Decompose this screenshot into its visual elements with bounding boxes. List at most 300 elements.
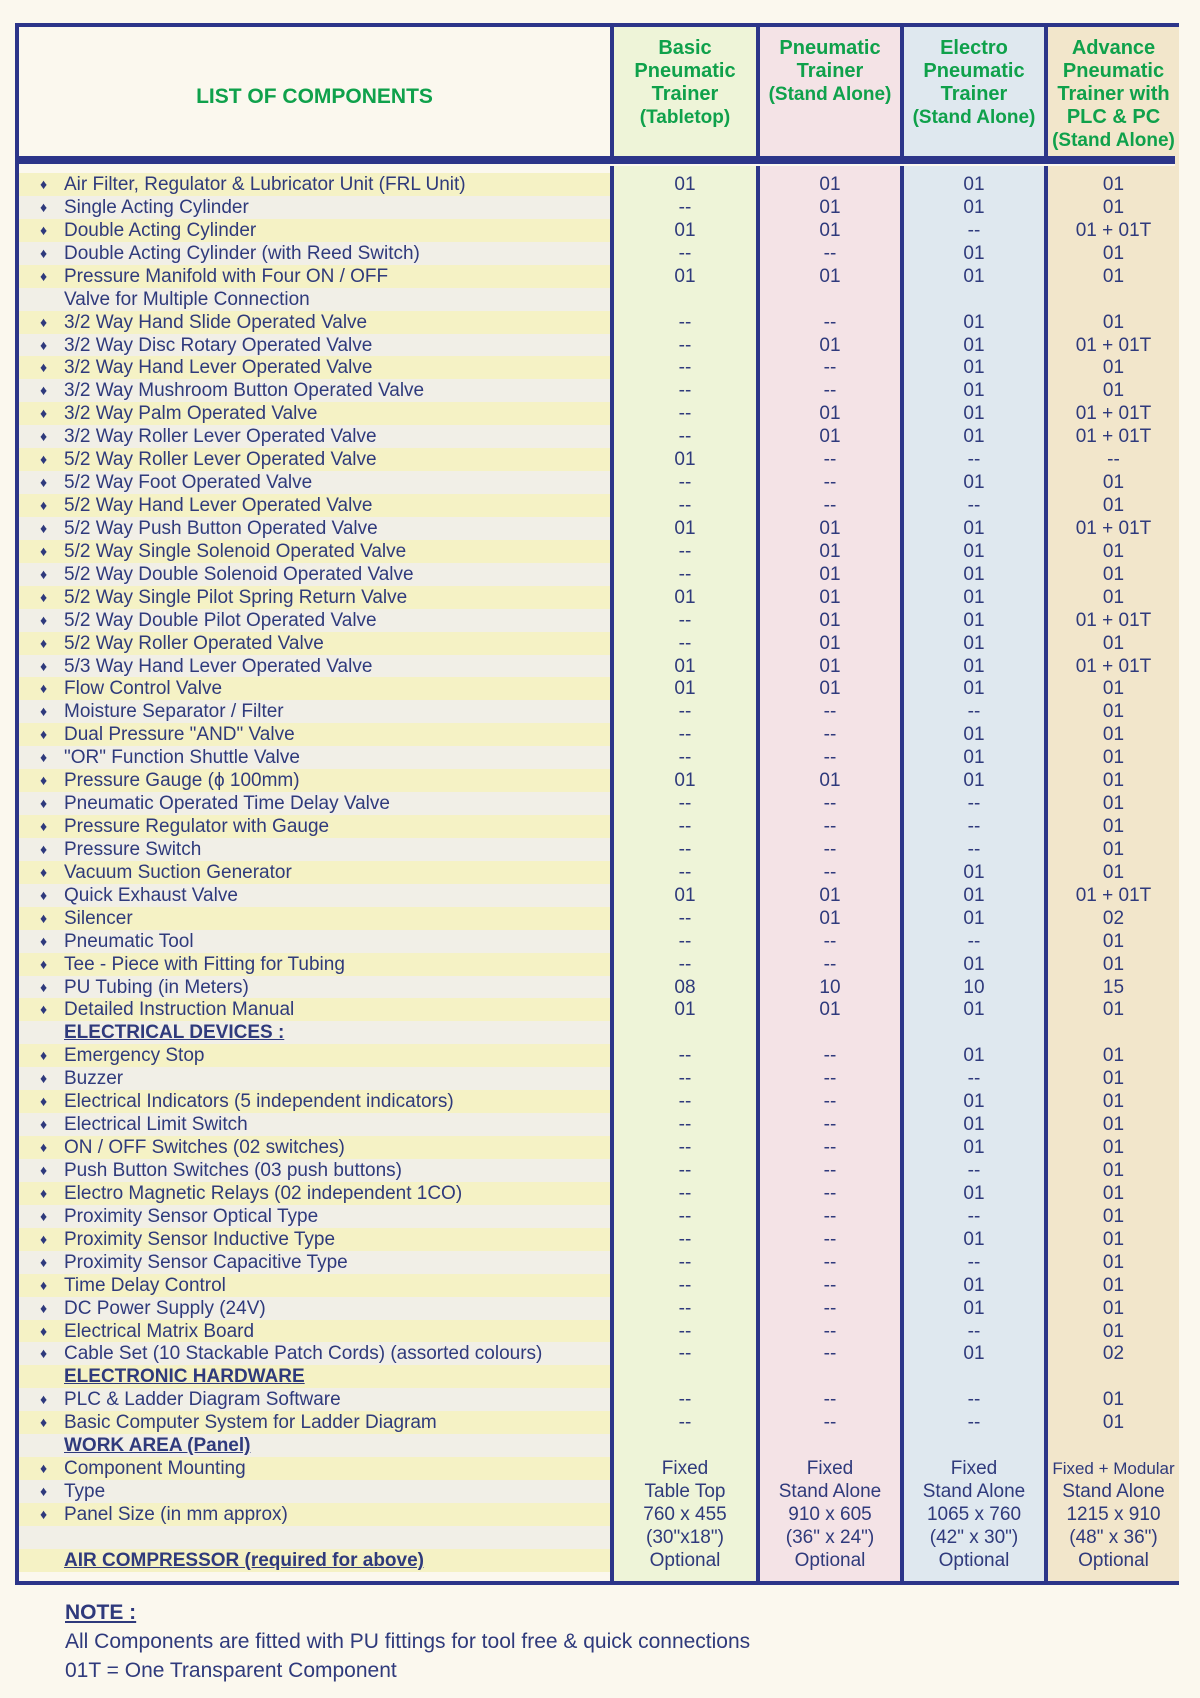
table-row [19,861,1175,884]
component-name: 5/2 Way Roller Operated Valve [64,632,324,654]
bullet-icon: ♦ [40,1391,48,1408]
quantity-cell: -- [823,816,837,838]
quantity-cell: 01 [1102,1251,1125,1273]
bullet-icon: ♦ [40,1139,48,1156]
quantity-cell: 02 [1102,1343,1125,1365]
quantity-cell: -- [678,357,692,379]
quantity-cell: 01 [963,472,985,494]
quantity-cell: -- [678,1297,692,1319]
component-name: 3/2 Way Hand Lever Operated Valve [64,357,373,379]
quantity-cell: -- [678,1205,692,1227]
component-name: Electrical Limit Switch [64,1114,248,1136]
bullet-icon: ♦ [40,1299,48,1316]
quantity-cell: 01 [819,609,841,631]
quantity-cell: 01 [1102,678,1125,700]
quantity-cell: -- [967,219,981,241]
component-name: Basic Computer System for Ladder Diagram [64,1412,437,1434]
quantity-cell: 01 [963,563,985,585]
bullet-icon: ♦ [40,1345,48,1362]
quantity-cell: 15 [1102,976,1125,998]
quantity-cell: 01 [1102,1228,1125,1250]
quantity-cell: 01 [819,770,841,792]
header-line: Pneumatic [923,60,1025,82]
table-row [19,311,1175,334]
quantity-cell: 01 [1102,174,1125,195]
bullet-icon: ♦ [40,634,48,651]
quantity-cell: -- [967,930,981,952]
quantity-cell: 01 [963,632,985,654]
component-name: Detailed Instruction Manual [64,999,295,1021]
quantity-cell: -- [823,724,837,746]
section-title: ELECTRONIC HARDWARE [64,1366,305,1388]
quantity-cell: 01 [819,540,841,562]
quantity-cell: -- [678,1091,692,1113]
table-row [19,1228,1175,1251]
quantity-cell: 01 [819,884,841,906]
bullet-icon: ♦ [40,840,48,857]
quantity-cell: 01 [1102,586,1125,608]
quantity-cell: 01 [1102,1320,1125,1342]
bullet-icon: ♦ [40,1460,48,1477]
table-row [19,907,1175,930]
table-row [19,815,1175,838]
quantity-cell: -- [678,495,692,517]
quantity-cell: 01 [963,770,985,792]
quantity-cell: -- [823,1159,837,1181]
quantity-cell: Stand Alone [922,1481,1026,1502]
header-line: Trainer [651,83,719,105]
quantity-cell: -- [678,1114,692,1136]
header-advance-pneumatic [1048,37,1179,155]
header-line: Electro [940,37,1008,59]
component-name: 3/2 Way Hand Slide Operated Valve [64,311,368,333]
quantity-cell: -- [823,311,837,333]
quantity-cell: 01 [963,907,985,929]
bullet-icon: ♦ [40,1047,48,1064]
quantity-cell: -- [823,1251,837,1273]
quantity-cell: -- [678,472,692,494]
component-name: Double Acting Cylinder (with Reed Switch) [64,242,420,264]
quantity-cell: -- [823,1091,837,1113]
component-name: Air Filter, Regulator & Lubricator Unit (FRL Unit) [64,174,466,195]
quantity-cell: 01 [963,540,985,562]
quantity-cell: 01 [819,678,841,700]
quantity-cell: 01 [674,586,696,608]
bullet-icon: ♦ [40,313,48,330]
bullet-icon: ♦ [40,405,48,422]
header-line: (Stand Alone) [1052,130,1175,151]
component-name: Flow Control Valve [64,678,223,700]
quantity-cell: -- [823,1389,837,1411]
component-name: Proximity Sensor Inductive Type [64,1228,336,1250]
component-name: Moisture Separator / Filter [64,701,284,723]
table-row [19,356,1175,379]
component-name: Vacuum Suction Generator [64,861,292,883]
quantity-cell: 01 [1102,265,1125,287]
quantity-cell: -- [678,1228,692,1250]
quantity-cell: 01 [674,265,696,287]
table-row [19,517,1175,540]
quantity-cell: 01 [963,1091,985,1113]
table-row [19,1090,1175,1113]
quantity-cell: (30"x18") [646,1526,724,1548]
quantity-cell: 01 [963,196,985,218]
quantity-cell: 02 [1102,907,1125,929]
quantity-cell: -- [967,701,981,723]
quantity-cell: 01 [963,1182,985,1204]
quantity-cell: 01 [674,655,696,677]
quantity-cell: -- [678,540,692,562]
table-row [19,1067,1175,1090]
section-row [19,1434,1175,1457]
header-line: (Stand Alone) [768,84,892,105]
quantity-cell: -- [967,1251,981,1273]
table-row [19,540,1175,563]
quantity-cell: 01 [1102,816,1125,838]
header-basic-pneumatic [614,37,756,155]
header-line: Advance [1071,37,1156,59]
quantity-cell: 01 [819,632,841,654]
quantity-cell: Fixed + Modular [1052,1459,1175,1479]
quantity-cell: 01 + 01T [1075,403,1152,425]
header-electro-pneumatic [904,37,1044,155]
quantity-cell: 01 [963,1274,985,1296]
table-row [19,1159,1175,1182]
quantity-cell: 01 [1102,242,1125,264]
table-row [19,563,1175,586]
header-line: Trainer with [1057,83,1170,105]
table-row [19,219,1175,242]
note-section [65,1598,750,1685]
quantity-cell: 01 [963,609,985,631]
quantity-cell: 01 [1102,747,1125,769]
quantity-cell: 01 [1102,495,1125,517]
table-row [19,425,1175,448]
quantity-cell: 01 [819,334,841,356]
quantity-cell: -- [678,724,692,746]
bullet-icon: ♦ [40,932,48,949]
bullet-icon: ♦ [40,795,48,812]
quantity-cell: 01 [1102,1389,1125,1411]
component-name: Pneumatic Operated Time Delay Valve [64,793,390,815]
bullet-icon: ♦ [40,267,48,284]
quantity-cell: 1215 x 910 [1066,1503,1161,1525]
table-row [19,700,1175,723]
quantity-cell: (42" x 30") [929,1526,1019,1548]
quantity-cell: 01 [674,770,696,792]
component-name: Pressure Manifold with Four ON / OFF [64,265,389,287]
quantity-cell: 01 [674,678,696,700]
component-name: Proximity Sensor Capacitive Type [64,1251,348,1273]
component-name: Electrical Matrix Board [64,1320,255,1342]
quantity-cell: -- [678,793,692,815]
component-name: Proximity Sensor Optical Type [64,1205,319,1227]
header-line: Pneumatic [779,37,881,59]
quantity-cell: 01 [1102,1412,1125,1434]
table-row [19,1182,1175,1205]
quantity-cell: -- [678,816,692,838]
bullet-icon: ♦ [40,772,48,789]
note-line-2: 01T = One Transparent Component [65,1659,397,1682]
quantity-cell: -- [823,495,837,517]
table-row [19,769,1175,792]
component-name: Type [64,1481,106,1502]
bullet-icon: ♦ [40,588,48,605]
quantity-cell: 01 [1102,632,1125,654]
note-line-1: All Components are fitted with PU fittings for tool free & quick connections [65,1630,751,1653]
table-row [19,586,1175,609]
table-row [19,471,1175,494]
table-row [19,1136,1175,1159]
quantity-cell: 01 [1102,930,1125,952]
component-name: "OR" Function Shuttle Valve [64,747,300,769]
quantity-cell: 01 [1102,1045,1125,1067]
quantity-cell: -- [823,1320,837,1342]
quantity-cell: -- [823,953,837,975]
quantity-cell: 01 [1102,1297,1125,1319]
quantity-cell: 01 [1102,472,1125,494]
component-name: Valve for Multiple Connection [64,288,310,310]
quantity-cell: -- [823,242,837,264]
table-row [19,677,1175,700]
quantity-cell: -- [678,403,692,425]
table-row [19,288,1175,311]
quantity-cell: -- [678,1182,692,1204]
table-row [19,196,1175,219]
quantity-cell: 01 [963,1114,985,1136]
quantity-cell: 01 + 01T [1075,517,1152,539]
quantity-cell: 01 + 01T [1075,334,1152,356]
component-name: 5/2 Way Hand Lever Operated Valve [64,495,373,517]
bullet-icon: ♦ [40,1414,48,1431]
quantity-cell: 01 [819,196,841,218]
bullet-icon: ♦ [40,359,48,376]
bullet-icon: ♦ [40,1116,48,1133]
bullet-icon: ♦ [40,1184,48,1201]
quantity-cell: 01 [1102,701,1125,723]
quantity-cell: 01 [1102,1091,1125,1113]
quantity-cell: 01 [963,242,985,264]
table-row [19,1251,1175,1274]
quantity-cell: 01 [963,747,985,769]
quantity-cell: -- [823,1228,837,1250]
quantity-cell: 01 [963,311,985,333]
quantity-cell: 10 [819,976,841,998]
quantity-cell: -- [823,1274,837,1296]
quantity-cell: 01 [963,403,985,425]
quantity-cell: -- [678,747,692,769]
table-row [19,1526,1175,1549]
quantity-cell: -- [967,1159,981,1181]
component-name: Quick Exhaust Valve [64,884,238,906]
quantity-cell: 01 + 01T [1075,609,1152,631]
quantity-cell: 01 [963,884,985,906]
quantity-cell: -- [678,196,692,218]
bullet-icon: ♦ [40,749,48,766]
component-name: Dual Pressure "AND" Valve [64,724,295,746]
component-name: Component Mounting [64,1458,246,1480]
bullet-icon: ♦ [40,565,48,582]
quantity-cell: Table Top [644,1481,726,1502]
quantity-cell: 01 [674,884,696,906]
bullet-icon: ♦ [40,1505,48,1522]
quantity-cell: -- [678,311,692,333]
component-name: PLC & Ladder Diagram Software [64,1389,341,1411]
quantity-cell: -- [823,1045,837,1067]
quantity-cell: -- [823,747,837,769]
quantity-cell: 01 [963,174,985,195]
quantity-cell: -- [678,1343,692,1365]
quantity-cell: 01 [963,724,985,746]
quantity-cell: 01 [674,219,696,241]
quantity-cell: -- [678,1389,692,1411]
quantity-cell: -- [678,563,692,585]
quantity-cell: -- [678,1251,692,1273]
quantity-cell: -- [823,1297,837,1319]
quantity-cell: -- [678,1068,692,1090]
quantity-cell: -- [823,1343,837,1365]
quantity-cell: 01 [819,174,841,195]
quantity-cell: 01 [674,449,696,471]
quantity-cell: 01 [819,403,841,425]
quantity-cell: -- [823,1114,837,1136]
component-name: Pressure Switch [64,838,202,860]
header-list-of-components [19,37,610,155]
quantity-cell: 01 [1102,1114,1125,1136]
header-line: (Tabletop) [639,107,731,128]
component-name: 5/3 Way Hand Lever Operated Valve [64,655,373,677]
quantity-cell: -- [678,1137,692,1159]
table-row [19,655,1175,678]
table-row [19,242,1175,265]
quantity-cell: 01 [819,517,841,539]
quantity-cell: 01 [963,1045,985,1067]
component-name: Double Acting Cylinder [64,219,257,241]
component-name: 5/2 Way Double Pilot Operated Valve [64,609,377,631]
quantity-cell: -- [967,495,981,517]
quantity-cell: 01 [963,1297,985,1319]
header-line: Trainer [796,60,864,82]
bullet-icon: ♦ [40,818,48,835]
quantity-cell: -- [967,1205,981,1227]
quantity-cell: -- [823,838,837,860]
quantity-cell: -- [967,1320,981,1342]
bullet-icon: ♦ [40,1322,48,1339]
quantity-cell: 01 [819,265,841,287]
component-name: Emergency Stop [64,1045,205,1067]
bullet-icon: ♦ [40,680,48,697]
quantity-cell: -- [1107,449,1120,471]
component-name: Electro Magnetic Relays (02 independent 1CO) [64,1182,463,1204]
quantity-cell: 01 [1102,1068,1125,1090]
quantity-cell: 01 [1102,357,1125,379]
bullet-icon: ♦ [40,244,48,261]
component-name: Panel Size (in mm approx) [64,1503,288,1525]
quantity-cell: -- [823,1182,837,1204]
quantity-cell: -- [678,609,692,631]
component-name: Electrical Indicators (5 independent indicators) [64,1091,454,1113]
header-line: PLC & PC [1066,106,1161,128]
table-row [19,723,1175,746]
section-row [19,1549,1175,1572]
table-row [19,884,1175,907]
table-row [19,265,1175,288]
header-divider [19,156,1175,166]
quantity-cell: 01 [1102,838,1125,860]
table-row [19,746,1175,769]
quantity-cell: 01 [963,1228,985,1250]
quantity-cell: Optional [1078,1549,1149,1571]
bullet-icon: ♦ [40,198,48,215]
quantity-cell: 01 [963,1343,985,1365]
bullet-icon: ♦ [40,221,48,238]
quantity-cell: -- [678,426,692,448]
table-row [19,1503,1175,1526]
table-row [19,1297,1175,1320]
quantity-cell: 1065 x 760 [926,1503,1022,1525]
component-name: Time Delay Control [64,1274,226,1296]
quantity-cell: Fixed [950,1458,998,1480]
quantity-cell: 01 [1102,861,1125,883]
table-row [19,494,1175,517]
bullet-icon: ♦ [40,657,48,674]
quantity-cell: 01 [1102,196,1125,218]
component-name: Push Button Switches (03 push buttons) [64,1159,402,1181]
component-name: 3/2 Way Palm Operated Valve [64,403,318,425]
quantity-cell: -- [823,380,837,402]
quantity-cell: 01 [963,586,985,608]
table-row [19,1342,1175,1365]
bullet-icon: ♦ [40,474,48,491]
bullet-icon: ♦ [40,1483,48,1499]
quantity-cell: -- [967,816,981,838]
quantity-cell: -- [678,1412,692,1434]
header-line: Basic [658,37,712,59]
quantity-cell: 01 [674,999,696,1021]
bullet-icon: ♦ [40,978,48,995]
bullet-icon: ♦ [40,703,48,720]
bullet-icon: ♦ [40,1207,48,1224]
table-row [19,632,1175,655]
quantity-cell: -- [967,793,981,815]
quantity-cell: 01 + 01T [1075,884,1152,906]
quantity-cell: 01 [1102,1182,1125,1204]
quantity-cell: Fixed [806,1458,854,1480]
quantity-cell: -- [823,357,837,379]
table-row [19,1113,1175,1136]
quantity-cell: -- [678,1159,692,1181]
quantity-cell: -- [678,930,692,952]
quantity-cell: Stand Alone [1062,1481,1165,1502]
quantity-cell: 01 [674,517,696,539]
quantity-cell: 01 [1102,793,1125,815]
component-name: DC Power Supply (24V) [64,1297,266,1319]
quantity-cell: 01 [1102,770,1125,792]
bullet-icon: ♦ [40,176,48,192]
quantity-cell: 01 + 01T [1075,655,1152,677]
quantity-cell: 01 [963,861,985,883]
bullet-icon: ♦ [40,1093,48,1110]
quantity-cell: 910 x 605 [788,1503,872,1525]
bullet-icon: ♦ [40,428,48,445]
quantity-cell: -- [678,953,692,975]
quantity-cell: 10 [963,976,985,998]
quantity-cell: 01 [963,953,985,975]
component-name: 5/2 Way Foot Operated Valve [64,472,313,494]
quantity-cell: 01 [819,586,841,608]
header-line: LIST OF COMPONENTS [196,84,433,108]
quantity-cell: 01 [819,426,841,448]
